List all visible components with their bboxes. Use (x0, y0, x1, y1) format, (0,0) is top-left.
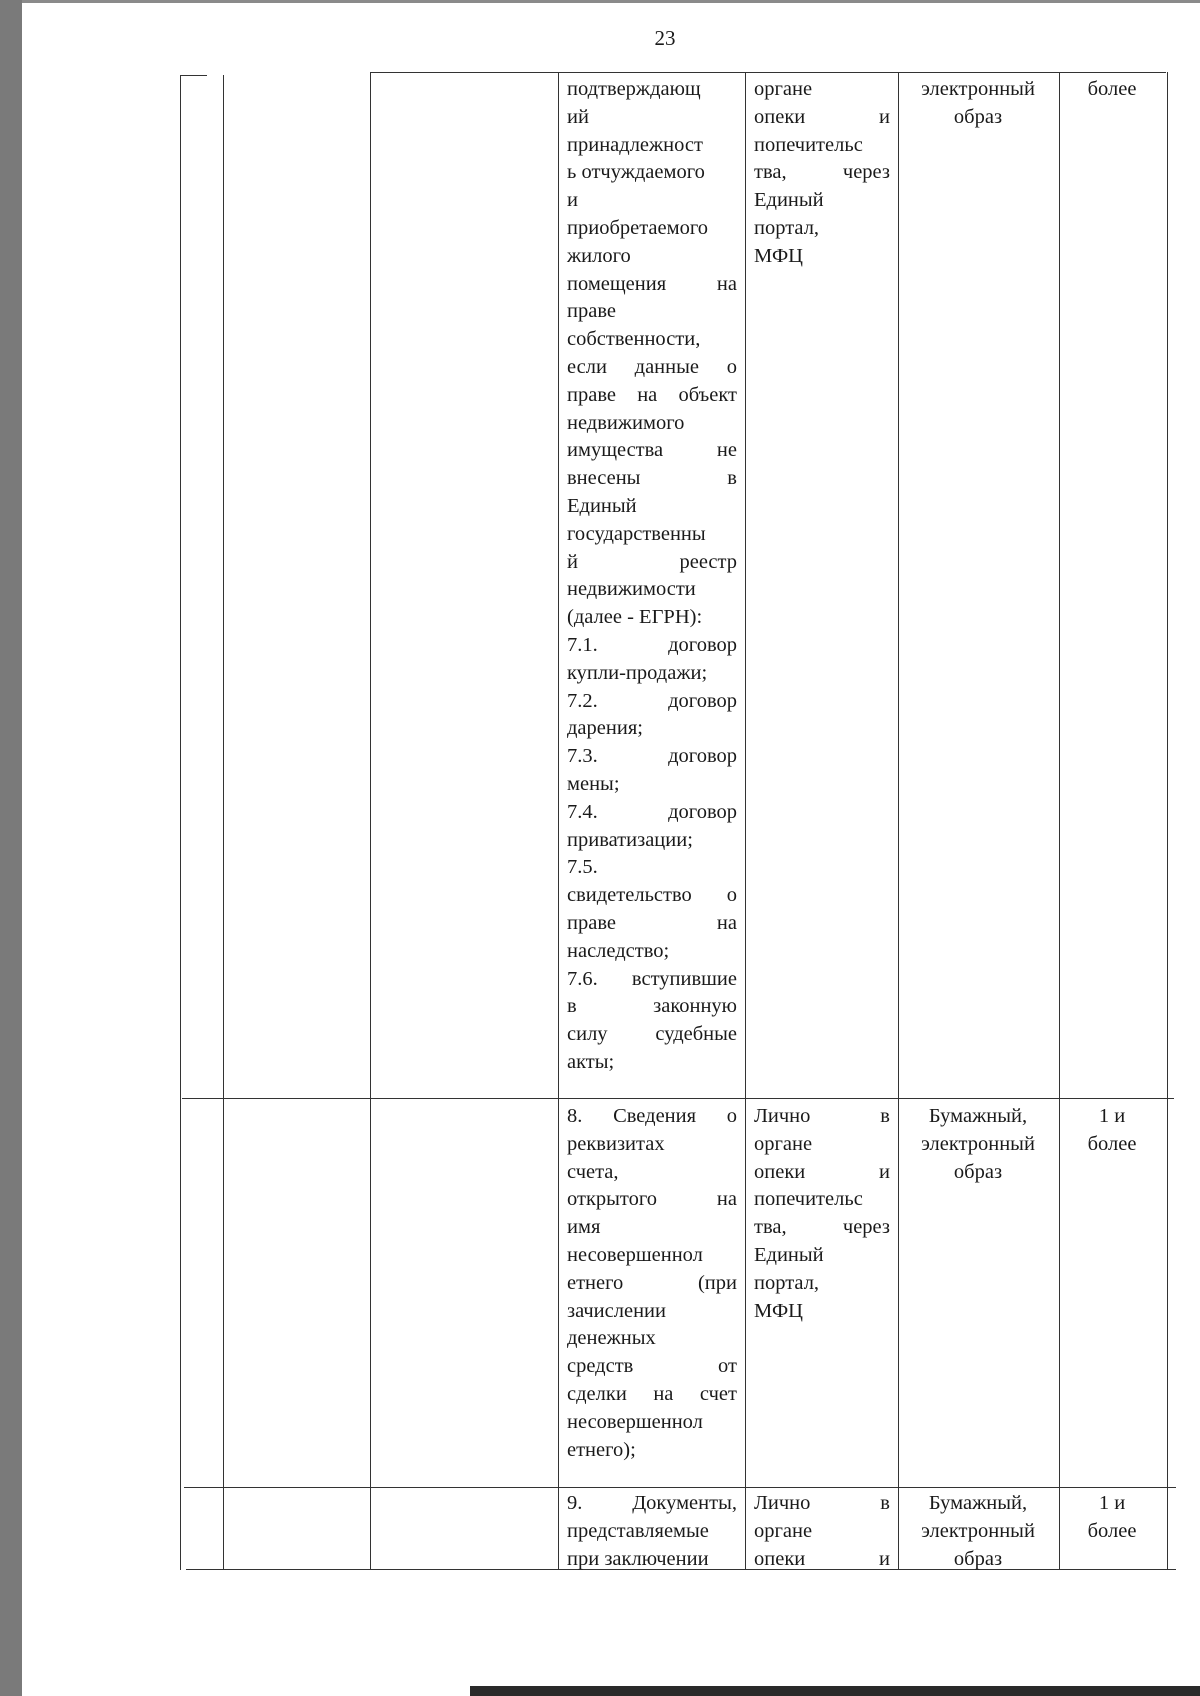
document-line: средств от (567, 1355, 737, 1378)
document-cell (567, 76, 737, 1077)
table-rule-column (180, 75, 181, 1570)
submission-method-cell (754, 1490, 890, 1573)
table-rule-column (898, 72, 899, 1570)
document-line: несовершеннол (567, 1243, 703, 1266)
method-line: МФЦ (754, 244, 803, 267)
document-line: 7.4. договор (567, 800, 737, 823)
document-line: если данные о (567, 355, 737, 378)
form-line: образ (953, 105, 1003, 128)
method-line: МФЦ (754, 1299, 803, 1322)
document-line: приватизации; (567, 828, 693, 851)
document-line: 7.3. договор (567, 745, 737, 768)
document-line: подтверждающ (567, 78, 701, 100)
form-line: образ (953, 1160, 1003, 1183)
document-line: праве на объект (567, 383, 737, 406)
document-line: купли-продажи; (567, 661, 708, 684)
document-line: собственности, (567, 328, 701, 351)
document-line: силу судебные (567, 1023, 737, 1046)
document-line: денежных (567, 1327, 656, 1350)
document-form-cell (905, 1490, 1051, 1573)
count-line: более (1087, 78, 1137, 100)
document-line: несовершеннол (567, 1410, 703, 1433)
form-line: Бумажный, (928, 1492, 1028, 1514)
form-line: электронный (921, 78, 1035, 100)
document-line: ь отчуждаемого (567, 161, 705, 184)
document-cell (567, 1490, 737, 1573)
form-line: Бумажный, (928, 1105, 1028, 1127)
document-line: 7.2. договор (567, 689, 737, 712)
document-line: жилого (567, 244, 631, 267)
scan-edge-bottom (470, 1686, 1200, 1696)
document-line: мены; (567, 772, 620, 795)
document-line: акты; (567, 1050, 615, 1073)
document-line: внесены в (567, 467, 737, 490)
document-line: Единый (567, 494, 637, 517)
method-line: портал, (754, 1271, 820, 1294)
document-line: й реестр (567, 550, 737, 573)
document-line: етнего (при (567, 1271, 737, 1294)
document-line: свидетельство о (567, 884, 737, 907)
document-line: ий (567, 105, 589, 128)
document-line: счета, (567, 1160, 619, 1183)
method-line: органе (754, 1132, 813, 1155)
document-form-cell (905, 76, 1051, 132)
document-line: государственны (567, 522, 706, 545)
document-line: праве на (567, 911, 737, 934)
submission-method-cell (754, 1103, 890, 1325)
copies-count-cell (1062, 1490, 1162, 1546)
submission-method-cell (754, 76, 890, 271)
document-line: 9. Документы, (567, 1492, 737, 1514)
method-line: Единый (754, 189, 824, 212)
method-line: попечительс (754, 1188, 863, 1211)
method-line: органе (754, 78, 813, 100)
method-line: тва, через (754, 1216, 890, 1239)
document-line: помещения на (567, 272, 737, 295)
document-line: 7.5. (567, 856, 598, 879)
method-line: Лично в (754, 1105, 890, 1127)
document-line: наследство; (567, 939, 670, 962)
method-line: опеки и (754, 105, 890, 128)
document-line: при заключении (567, 1547, 709, 1570)
table-rule-column (1167, 72, 1168, 1570)
document-cell (567, 1103, 737, 1464)
table-rule-column (558, 72, 559, 1570)
document-line: зачислении (567, 1299, 666, 1322)
form-line: электронный (921, 1132, 1035, 1155)
form-line: образ (953, 1547, 1003, 1570)
document-line: сделки на счет (567, 1382, 737, 1405)
method-line: Единый (754, 1243, 824, 1266)
method-line: попечительс (754, 133, 863, 156)
copies-count-cell (1062, 76, 1162, 104)
document-line: имя (567, 1216, 601, 1239)
table-rule-column (1059, 72, 1060, 1570)
document-line: представляемые (567, 1519, 709, 1542)
method-line: портал, (754, 216, 820, 239)
document-line: недвижимого (567, 411, 685, 434)
document-line: имущества не (567, 439, 737, 462)
document-line: праве (567, 300, 616, 323)
document-line: в законную (567, 995, 737, 1018)
method-line: Лично в (754, 1492, 890, 1514)
document-line: 7.1. договор (567, 633, 737, 656)
method-line: опеки и (754, 1160, 890, 1183)
document-line: и (567, 189, 578, 212)
method-line: органе (754, 1519, 813, 1542)
page-number: 23 (654, 26, 676, 50)
document-line: принадлежност (567, 133, 703, 156)
table-rule-column (370, 72, 371, 1570)
document-line: открытого на (567, 1188, 737, 1211)
table-rule-row-separator (182, 1098, 1174, 1099)
count-line: 1 и (1098, 1492, 1126, 1514)
table-rule-top (370, 72, 1166, 73)
document-line: приобретаемого (567, 216, 708, 239)
copies-count-cell (1062, 1103, 1162, 1159)
count-line: 1 и (1098, 1105, 1126, 1127)
table-rule-column (745, 72, 746, 1570)
method-line: тва, через (754, 161, 890, 184)
document-line: недвижимости (567, 578, 696, 601)
form-line: электронный (921, 1519, 1035, 1542)
table-rule-row-separator (184, 1487, 1176, 1488)
document-line: дарения; (567, 717, 643, 740)
document-line: реквизитах (567, 1132, 665, 1155)
table-rule-top-left (180, 75, 207, 76)
document-form-cell (905, 1103, 1051, 1186)
count-line: более (1087, 1132, 1137, 1155)
table-rule-column (223, 75, 224, 1570)
count-line: более (1087, 1519, 1137, 1542)
method-line: опеки и (754, 1547, 890, 1570)
document-line: (далее - ЕГРН): (567, 606, 703, 629)
document-line: етнего); (567, 1438, 636, 1461)
document-line: 7.6. вступившие (567, 967, 737, 990)
document-line: 8. Сведения о (567, 1105, 737, 1127)
